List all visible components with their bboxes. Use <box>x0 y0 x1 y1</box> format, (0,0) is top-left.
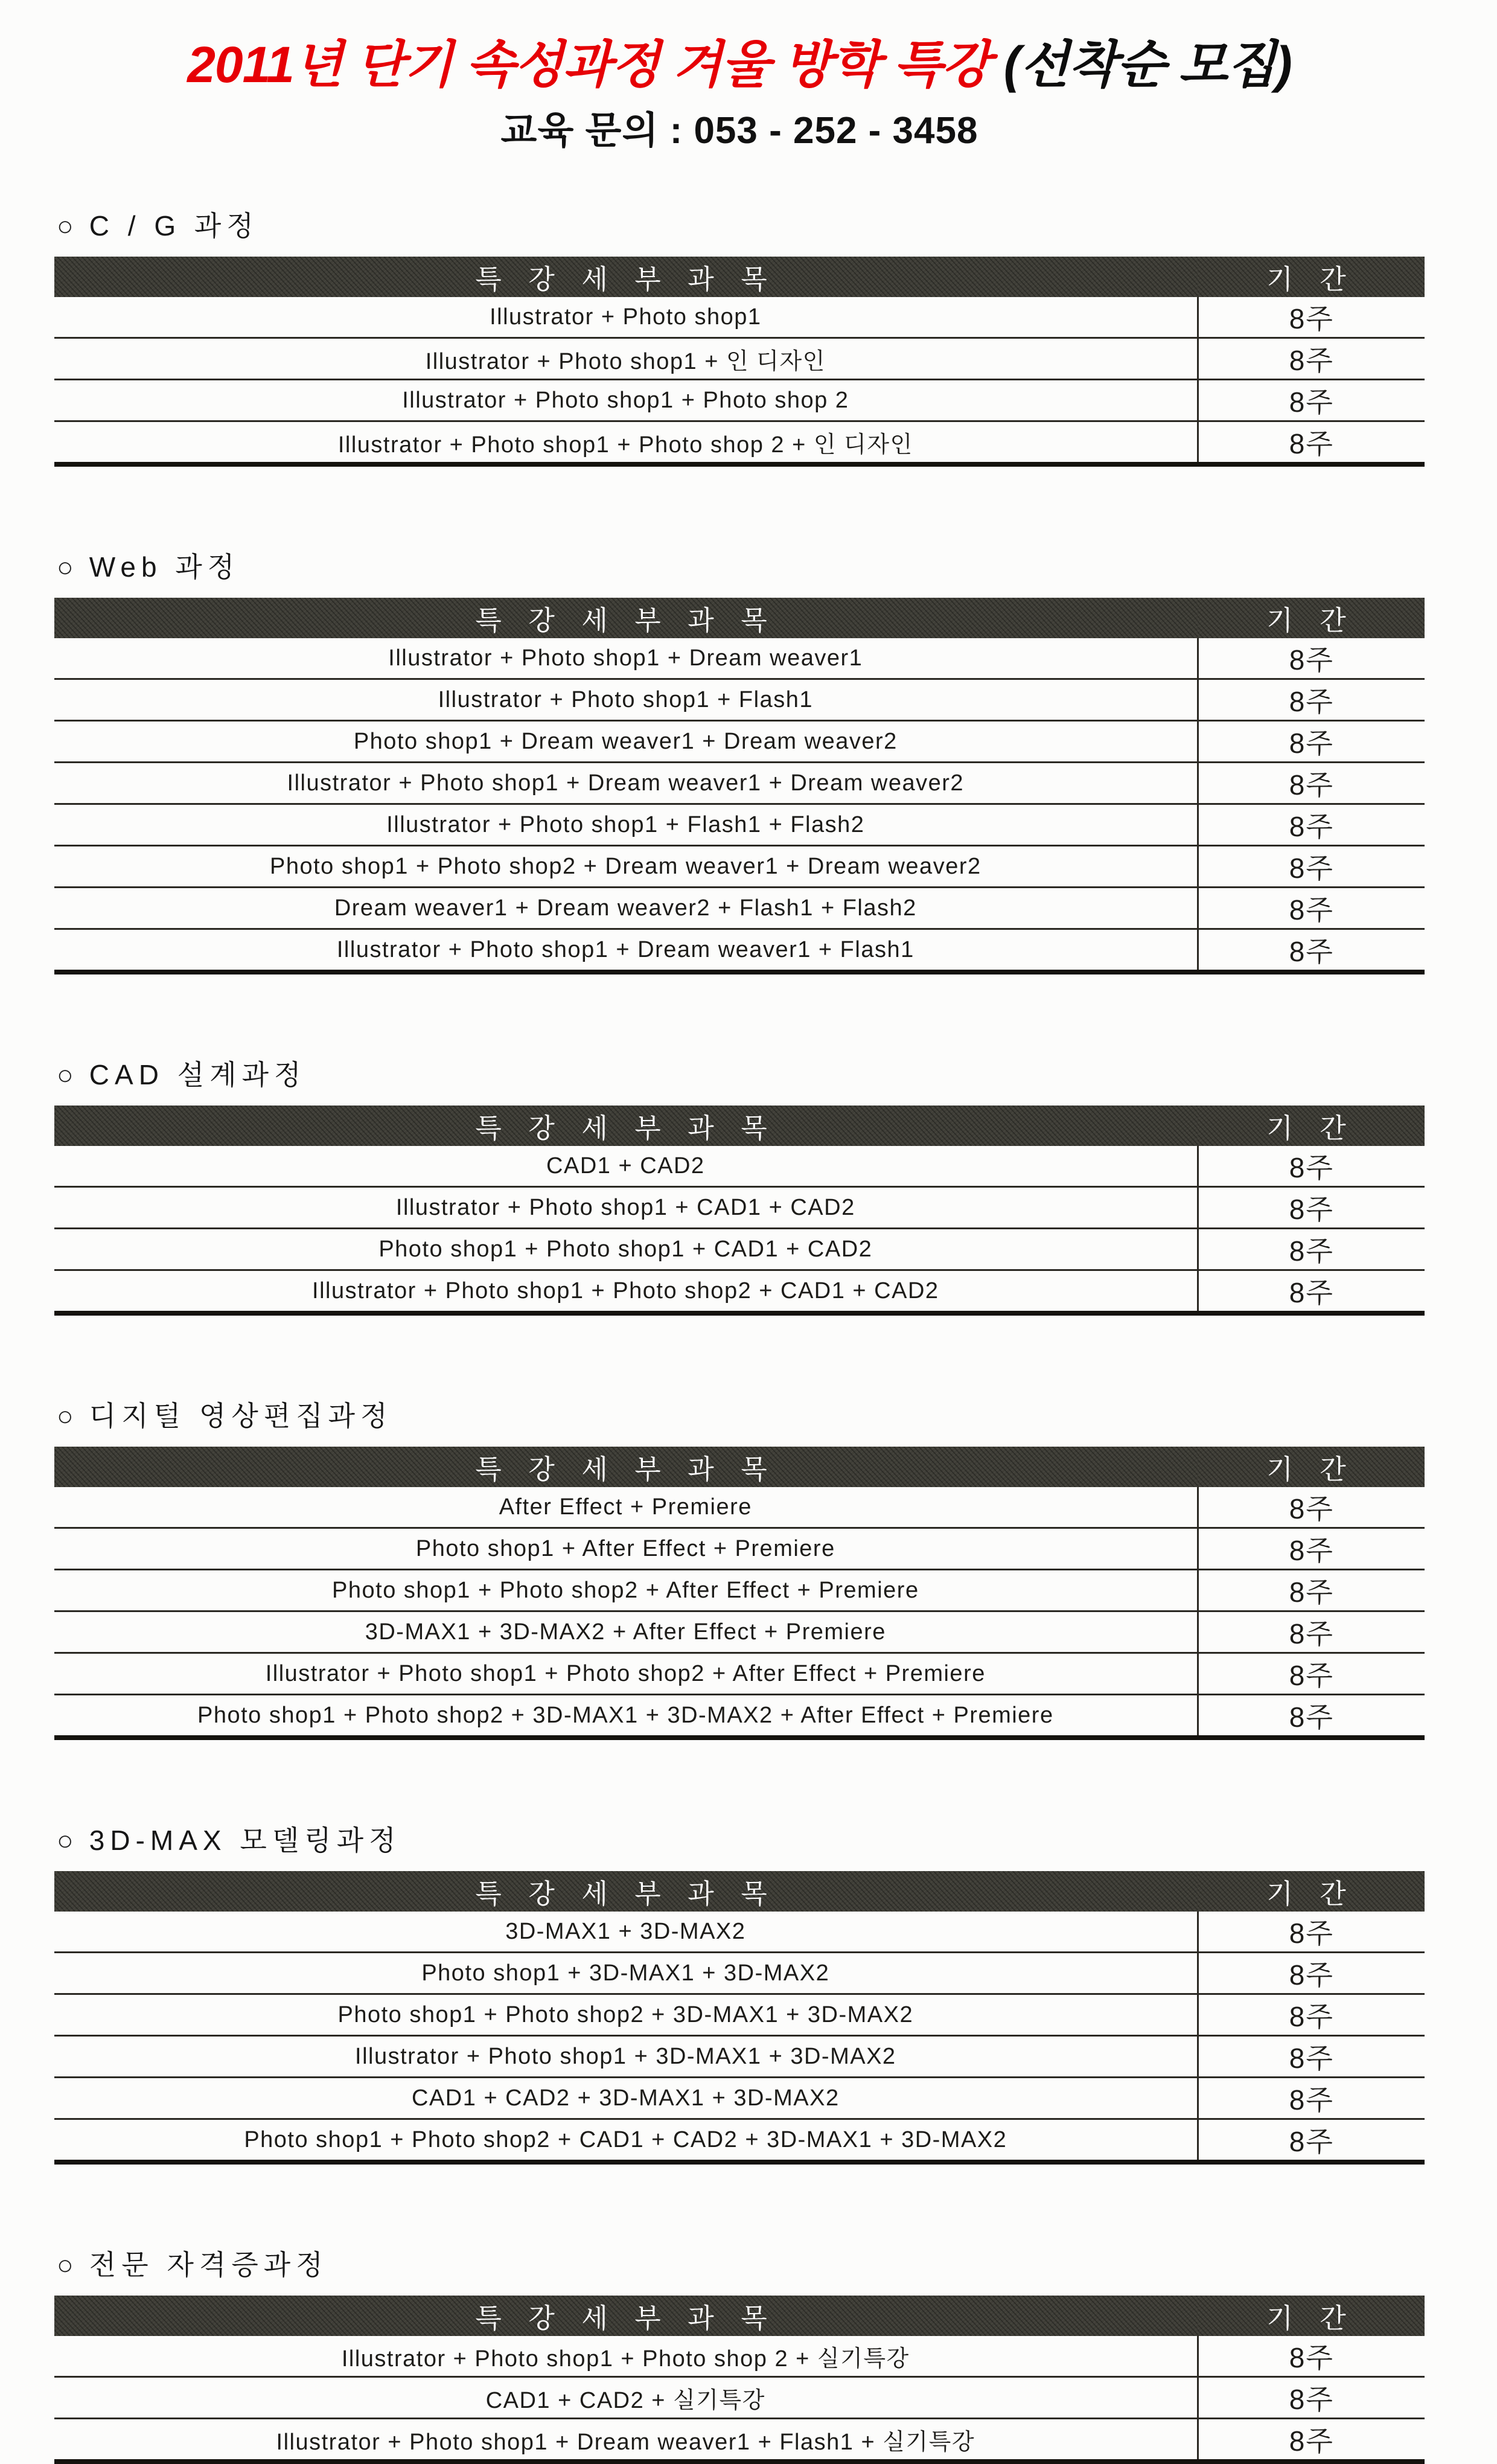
cell-duration: 8주 <box>1198 1570 1425 1611</box>
column-header-subject: 특 강 세 부 과 목 <box>54 1106 1198 1146</box>
column-header-subject: 특 강 세 부 과 목 <box>54 257 1198 297</box>
cell-duration: 8주 <box>1198 1912 1425 1953</box>
table-header-row <box>54 1447 1425 1487</box>
cell-subject: 3D-MAX1 + 3D-MAX2 + After Effect + Premiere <box>54 1611 1198 1653</box>
column-header-duration: 기 간 <box>1198 1106 1425 1146</box>
course-table <box>54 1447 1425 1740</box>
cell-duration: 8주 <box>1198 846 1425 888</box>
cell-duration: 8주 <box>1198 1695 1425 1738</box>
cell-subject: Illustrator + Photo shop1 + Flash1 + Flash2 <box>54 804 1198 846</box>
table-row <box>54 1146 1425 1187</box>
cell-subject: CAD1 + CAD2 + 3D-MAX1 + 3D-MAX2 <box>54 2078 1198 2119</box>
table-row <box>54 1953 1425 1994</box>
circle-bullet-icon: ○ <box>57 2249 74 2280</box>
circle-bullet-icon: ○ <box>57 210 74 242</box>
circle-bullet-icon: ○ <box>57 1825 74 1856</box>
column-header-subject: 특 강 세 부 과 목 <box>54 1871 1198 1912</box>
course-section <box>54 1397 1425 1740</box>
cell-subject: CAD1 + CAD2 + 실기특강 <box>54 2377 1198 2419</box>
cell-subject: Illustrator + Photo shop1 + Photo shop 2 + 인 디자인 <box>54 421 1198 465</box>
cell-duration: 8주 <box>1198 338 1425 380</box>
table-row <box>54 1570 1425 1611</box>
course-section <box>54 207 1425 467</box>
cell-subject: Photo shop1 + Dream weaver1 + Dream weaver2 <box>54 721 1198 763</box>
cell-duration: 8주 <box>1198 1653 1425 1695</box>
cell-duration: 8주 <box>1198 2036 1425 2078</box>
cell-duration: 8주 <box>1198 1994 1425 2036</box>
table-row <box>54 2119 1425 2163</box>
cell-duration: 8주 <box>1198 1187 1425 1229</box>
cell-subject: Illustrator + Photo shop1 + Dream weaver1 <box>388 645 863 671</box>
cell-subject: After Effect + Premiere <box>499 1494 752 1520</box>
cell-subject: Illustrator + Photo shop1 + Photo shop 2 + 실기특강 <box>341 2346 910 2372</box>
column-header-duration: 기 간 <box>1198 257 1425 297</box>
section-heading <box>57 548 1425 586</box>
table-row <box>54 1229 1425 1270</box>
table-row <box>54 380 1425 421</box>
course-section <box>54 1822 1425 2165</box>
page-title <box>54 33 1425 97</box>
cell-subject: Dream weaver1 + Dream weaver2 + Flash1 + Flash2 <box>54 888 1198 929</box>
table-header-row <box>54 257 1425 297</box>
table-row <box>54 1994 1425 2036</box>
page-title-black: (선착순 모집) <box>1003 36 1292 93</box>
table-row <box>54 2377 1425 2419</box>
table-row <box>54 721 1425 763</box>
cell-subject: Photo shop1 + Photo shop2 + CAD1 + CAD2 + 3D-MAX1 + 3D-MAX2 <box>54 2119 1198 2163</box>
table-row <box>54 1912 1425 1953</box>
table-row <box>54 297 1425 338</box>
table-row <box>54 2419 1425 2462</box>
section-title: CAD 설계과정 <box>89 1059 307 1090</box>
table-row <box>54 421 1425 465</box>
cell-subject: Illustrator + Photo shop1 + Photo shop2 + CAD1 + CAD2 <box>54 1270 1198 1314</box>
section-heading <box>57 207 1425 245</box>
column-header-subject: 특 강 세 부 과 목 <box>54 2296 1198 2336</box>
course-table <box>54 1871 1425 2165</box>
table-row <box>54 638 1425 679</box>
section-title: 디지털 영상편집과정 <box>89 1400 393 1432</box>
cell-duration: 8주 <box>1198 1146 1425 1187</box>
cell-subject: Illustrator + Photo shop1 + 3D-MAX1 + 3D-MAX2 <box>54 2036 1198 2078</box>
table-row <box>54 1487 1425 1528</box>
table-row <box>54 929 1425 973</box>
course-table <box>54 598 1425 974</box>
cell-subject: Photo shop1 + After Effect + Premiere <box>54 1528 1198 1570</box>
table-row <box>54 2078 1425 2119</box>
cell-subject: Photo shop1 + Photo shop2 + Dream weaver1 + Dream weaver2 <box>54 846 1198 888</box>
cell-duration: 8주 <box>1198 2078 1425 2119</box>
cell-duration: 8주 <box>1198 638 1425 679</box>
course-table <box>54 2296 1425 2464</box>
table-header-row <box>54 1871 1425 1912</box>
page-title-red: 2011년 단기 속성과정 겨울 방학 특강 <box>187 36 1004 93</box>
cell-duration: 8주 <box>1198 297 1425 338</box>
cell-subject: 3D-MAX1 + 3D-MAX2 <box>505 1918 746 1944</box>
course-table <box>54 257 1425 467</box>
table-row <box>54 1528 1425 1570</box>
table-row <box>54 763 1425 804</box>
cell-subject: Photo shop1 + Photo shop2 + 3D-MAX1 + 3D-MAX2 + After Effect + Premiere <box>54 1695 1198 1738</box>
section-title: 전문 자격증과정 <box>89 2249 328 2280</box>
table-row <box>54 1653 1425 1695</box>
column-header-duration: 기 간 <box>1198 1871 1425 1912</box>
cell-subject: Photo shop1 + 3D-MAX1 + 3D-MAX2 <box>54 1953 1198 1994</box>
table-header-row <box>54 1106 1425 1146</box>
table-header-row <box>54 598 1425 638</box>
cell-subject: Illustrator + Photo shop1 + Photo shop2 + After Effect + Premiere <box>54 1653 1198 1695</box>
circle-bullet-icon: ○ <box>57 1400 74 1432</box>
table-row <box>54 846 1425 888</box>
cell-subject: Photo shop1 + Photo shop1 + CAD1 + CAD2 <box>54 1229 1198 1270</box>
table-row <box>54 2036 1425 2078</box>
section-heading <box>57 1397 1425 1435</box>
cell-duration: 8주 <box>1198 2377 1425 2419</box>
table-row <box>54 679 1425 721</box>
column-header-duration: 기 간 <box>1198 2296 1425 2336</box>
table-row <box>54 1611 1425 1653</box>
column-header-subject: 특 강 세 부 과 목 <box>54 598 1198 638</box>
cell-duration: 8주 <box>1198 1953 1425 1994</box>
section-heading <box>57 2246 1425 2283</box>
cell-subject: Photo shop1 + Photo shop2 + After Effect + Premiere <box>54 1570 1198 1611</box>
section-title: 3D-MAX 모델링과정 <box>89 1825 401 1856</box>
cell-duration: 8주 <box>1198 1270 1425 1314</box>
table-header-row <box>54 2296 1425 2336</box>
cell-subject: CAD1 + CAD2 <box>546 1153 705 1179</box>
table-row <box>54 1187 1425 1229</box>
cell-subject: Illustrator + Photo shop1 + Dream weaver1 + Dream weaver2 <box>54 763 1198 804</box>
cell-duration: 8주 <box>1198 1611 1425 1653</box>
section-heading <box>57 1822 1425 1859</box>
circle-bullet-icon: ○ <box>57 551 74 583</box>
section-title: Web 과정 <box>89 551 240 583</box>
table-row <box>54 2336 1425 2377</box>
cell-duration: 8주 <box>1198 679 1425 721</box>
cell-duration: 8주 <box>1198 2419 1425 2462</box>
table-row <box>54 338 1425 380</box>
sections-container <box>54 207 1425 2464</box>
cell-subject: Illustrator + Photo shop1 + CAD1 + CAD2 <box>54 1187 1198 1229</box>
cell-duration: 8주 <box>1198 1528 1425 1570</box>
cell-duration: 8주 <box>1198 804 1425 846</box>
table-row <box>54 1695 1425 1738</box>
course-table <box>54 1106 1425 1316</box>
cell-subject: Illustrator + Photo shop1 + 인 디자인 <box>54 338 1198 380</box>
cell-subject: Illustrator + Photo shop1 + Dream weaver1 + Flash1 + 실기특강 <box>54 2419 1198 2462</box>
cell-duration: 8주 <box>1198 888 1425 929</box>
cell-duration: 8주 <box>1198 2119 1425 2163</box>
cell-duration: 8주 <box>1198 721 1425 763</box>
course-section <box>54 1056 1425 1316</box>
section-title: C / G 과정 <box>89 210 259 242</box>
cell-subject: Illustrator + Photo shop1 + Photo shop 2 <box>54 380 1198 421</box>
circle-bullet-icon: ○ <box>57 1059 74 1090</box>
column-header-duration: 기 간 <box>1198 598 1425 638</box>
title-block <box>54 33 1425 154</box>
cell-duration: 8주 <box>1198 929 1425 973</box>
contact-line: 교육 문의 : 053 - 252 - 3458 <box>500 110 978 152</box>
cell-subject: Illustrator + Photo shop1 <box>490 304 762 330</box>
cell-duration: 8주 <box>1198 1229 1425 1270</box>
course-section <box>54 548 1425 974</box>
cell-duration: 8주 <box>1198 421 1425 465</box>
table-row <box>54 804 1425 846</box>
cell-subject: Photo shop1 + Photo shop2 + 3D-MAX1 + 3D-MAX2 <box>54 1994 1198 2036</box>
course-section <box>54 2246 1425 2464</box>
cell-subject: Illustrator + Photo shop1 + Flash1 <box>54 679 1198 721</box>
cell-subject: Illustrator + Photo shop1 + Dream weaver1 + Flash1 <box>54 929 1198 973</box>
cell-duration: 8주 <box>1198 2336 1425 2377</box>
table-row <box>54 1270 1425 1314</box>
section-heading <box>57 1056 1425 1093</box>
cell-duration: 8주 <box>1198 380 1425 421</box>
column-header-subject: 특 강 세 부 과 목 <box>54 1447 1198 1487</box>
column-header-duration: 기 간 <box>1198 1447 1425 1487</box>
cell-duration: 8주 <box>1198 1487 1425 1528</box>
table-row <box>54 888 1425 929</box>
cell-duration: 8주 <box>1198 763 1425 804</box>
